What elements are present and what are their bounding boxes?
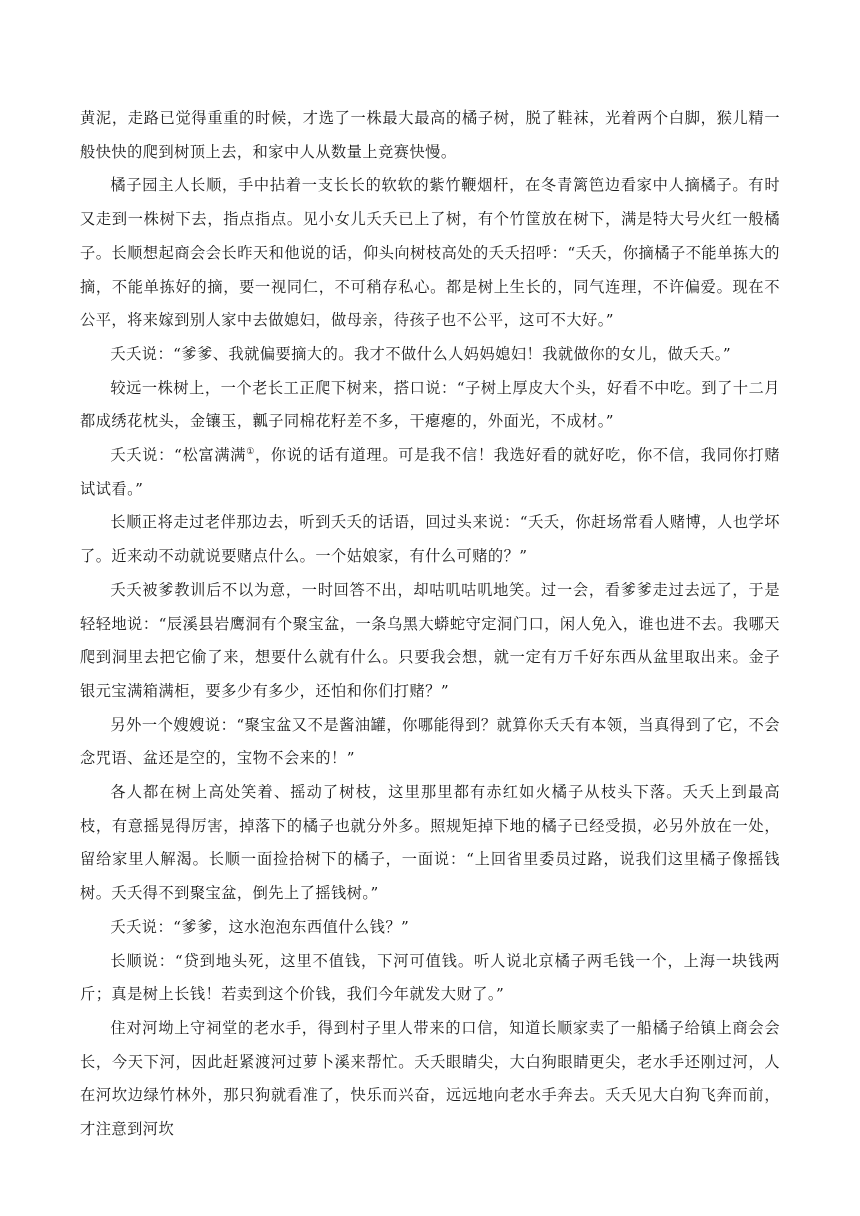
paragraph-with-footnote — [80, 439, 780, 506]
footnote-marker: ① — [246, 446, 256, 457]
paragraph: 黄泥，走路已觉得重重的时候，才选了一株最大最高的橘子树，脱了鞋袜，光着两个白脚，猴儿精一般快快的爬到树顶上去，和家中人从数量上竞赛快慢。 — [80, 109, 780, 161]
paragraph: 各人都在树上高处笑着、摇动了树枝，这里那里都有赤红如火橘子从枝头下落。夭夭上到最高枝，有意摇晃得厉害，掉落下的橘子也就分外多。照规矩掉下地的橘子已经受损，必另外放在一处，留给家里人解渴。长顺一面捡拾树下的橘子，一面说：“上回省里委员过路，说我们这里橘子像摇钱树。夭夭得不到聚宝盆，倒先上了摇钱树。” — [80, 783, 780, 903]
paragraph: 夭夭说：“爹爹，这水泡泡东西值什么钱？” — [110, 917, 410, 936]
paragraph: 长顺正将走过老伴那边去，听到夭夭的话语，回过头来说：“夭夭，你赶场常看人赌博，人也学坏了。近来动不动就说要赌点什么。一个姑娘家，有什么可赌的？” — [80, 513, 780, 566]
paragraph: 夭夭被爹教训后不以为意，一时回答不出，却咕叽咕叽地笑。过一会，看爹爹走过去远了，于是轻轻地说：“辰溪县岩鹰洞有个聚宝盆，一条乌黑大蟒蛇守定洞门口，闲人免入，谁也进不去。我哪天爬到洞里去把它偷了来，想要什么就有什么。只要我会想，就一定有万千好东西从盆里取出来。金子银元宝满箱满柜，要多少有多少，还怕和你们打赌？” — [80, 580, 780, 700]
paragraph: 另外一个嫂嫂说：“聚宝盆又不是酱油罐，你哪能得到？就算你夭夭有本领，当真得到了它，不会念咒语、盆还是空的，宝物不会来的！” — [80, 715, 780, 768]
paragraph: 较远一株树上，一个老长工正爬下树来，搭口说：“子树上厚皮大个头，好看不中吃。到了十二月都成绣花枕头，金镶玉，瓤子同棉花籽差不多，干瘪瘪的，外面光，不成材。” — [80, 378, 780, 431]
paragraph: 夭夭说：“爹爹、我就偏要摘大的。我才不做什么人妈妈媳妇！我就做你的女儿，做夭夭。” — [110, 344, 732, 363]
paragraph-text: 夭夭说：“松富满满 — [110, 446, 247, 465]
paragraph-text-continued: ，你说的话有道理。可是我不信！我选好看的就好吃，你不信，我同你打赌试试看。” — [80, 446, 781, 498]
paragraph: 橘子园主人长顺，手中拈着一支长长的软软的紫竹鞭烟杆，在冬青篱笆边看家中人摘橘子。有时又走到一株树下去，指点指点。见小女儿夭夭已上了树，有个竹筐放在树下，满是特大号火红一般橘子。长顺想起商会会长昨天和他说的话，仰头向树枝高处的夭夭招呼：“夭夭，你摘橘子不能单拣大的摘，不能单拣好的摘，要一视同仁，不可稍存私心。都是树上生长的，同气连理，不许偏爱。现在不公平，将来嫁到别人家中去做媳妇，做母亲，待孩子也不公平，这可不大好。” — [80, 176, 780, 330]
paragraph: 住对河坳上守祠堂的老水手，得到村子里人带来的口信，知道长顺家卖了一船橘子给镇上商会会长，今天下河，因此赶紧渡河过萝卜溪来帮忙。夭夭眼睛尖，大白狗眼睛更尖，老水手还刚过河，人在河坎边绿竹林外，那只狗就看准了，快乐而兴奋，远远地向老水手奔去。夭夭见大白狗飞奔而前，才注意到河坎 — [80, 1018, 780, 1139]
paragraph: 长顺说：“贷到地头死，这里不值钱，下河可值钱。听人说北京橘子两毛钱一个，上海一块钱两斤；真是树上长钱！若卖到这个价钱，我们今年就发大财了。” — [80, 951, 780, 1004]
